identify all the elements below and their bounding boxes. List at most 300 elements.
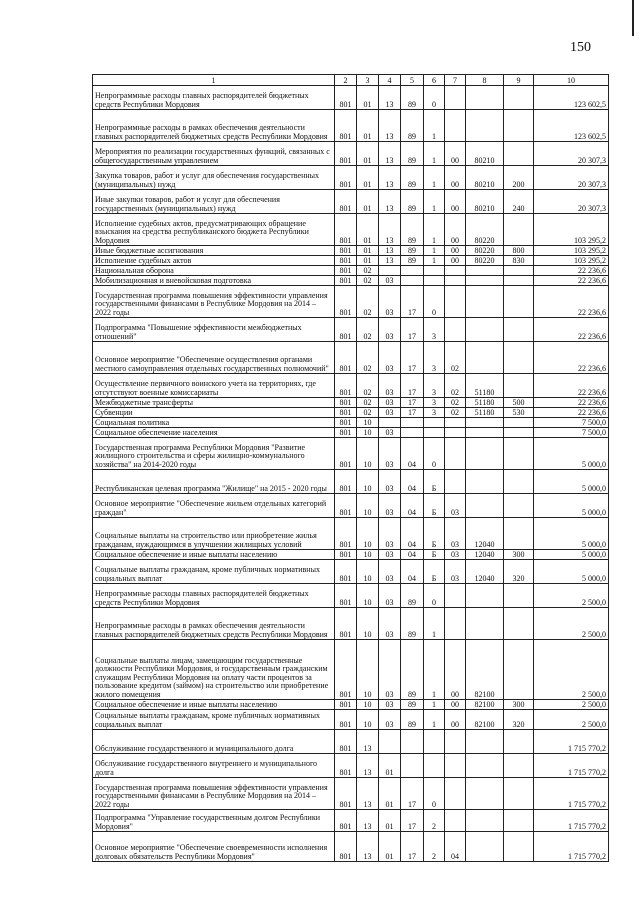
target-article-cell: 03 bbox=[445, 494, 466, 518]
amount-cell: 20 307,3 bbox=[534, 142, 609, 166]
amount-cell: 1 715 770,2 bbox=[534, 810, 609, 832]
target-article-cell bbox=[445, 730, 466, 754]
target-article-cell: 12040 bbox=[466, 560, 504, 584]
amount-cell: 2 500,0 bbox=[534, 640, 609, 700]
subsection-code-cell: 03 bbox=[379, 518, 401, 550]
target-article-cell: 0 bbox=[424, 286, 445, 318]
row-name-cell: Государственная программа повышения эффективности управления государственными финансами в Республике Мордовия на 2014 – 2022 годы bbox=[93, 778, 335, 810]
target-article-cell bbox=[466, 608, 504, 640]
row-name-cell: Национальная оборона bbox=[93, 266, 335, 276]
subsection-code-cell: 03 bbox=[379, 710, 401, 730]
target-article-cell bbox=[466, 832, 504, 862]
target-article-cell bbox=[466, 428, 504, 438]
subsection-code-cell: 10 bbox=[357, 700, 379, 710]
section-code-cell: 801 bbox=[335, 550, 357, 560]
table-row bbox=[93, 470, 609, 494]
expense-type-cell bbox=[504, 730, 534, 754]
header-cell: 4 bbox=[379, 75, 401, 86]
target-article-cell: 03 bbox=[445, 518, 466, 550]
expense-type-cell bbox=[504, 418, 534, 428]
target-article-cell: 0 bbox=[424, 438, 445, 470]
target-article-cell bbox=[401, 276, 424, 286]
target-article-cell: 04 bbox=[401, 560, 424, 584]
subsection-code-cell: 01 bbox=[357, 110, 379, 142]
subsection-code-cell: 13 bbox=[379, 110, 401, 142]
section-code-cell: 801 bbox=[335, 428, 357, 438]
section-code-cell: 801 bbox=[335, 276, 357, 286]
table-row bbox=[93, 494, 609, 518]
target-article-cell: 17 bbox=[401, 778, 424, 810]
target-article-cell bbox=[445, 286, 466, 318]
target-article-cell: 82100 bbox=[466, 640, 504, 700]
row-name-cell: Основное мероприятие "Обеспечение своевременности исполнения долговых обязательств Республики Мордовия" bbox=[93, 832, 335, 862]
subsection-code-cell: 10 bbox=[357, 560, 379, 584]
amount-cell: 22 236,6 bbox=[534, 266, 609, 276]
table-row bbox=[93, 832, 609, 862]
amount-cell: 22 236,6 bbox=[534, 318, 609, 342]
amount-cell: 5 000,0 bbox=[534, 518, 609, 550]
target-article-cell: Б bbox=[424, 494, 445, 518]
target-article-cell: 00 bbox=[445, 142, 466, 166]
section-code-cell: 801 bbox=[335, 256, 357, 266]
target-article-cell: 89 bbox=[401, 608, 424, 640]
header-cell: 1 bbox=[93, 75, 335, 86]
target-article-cell: 3 bbox=[424, 398, 445, 408]
table-row bbox=[93, 166, 609, 190]
subsection-code-cell: 10 bbox=[357, 550, 379, 560]
row-name-cell: Социальное обеспечение населения bbox=[93, 428, 335, 438]
header-cell: 9 bbox=[504, 75, 534, 86]
row-name-cell: Государственная программа повышения эффективности управления государственными финансами в Республике Мордовия на 2014 – 2022 годы bbox=[93, 286, 335, 318]
target-article-cell: 0 bbox=[424, 778, 445, 810]
target-article-cell bbox=[466, 810, 504, 832]
target-article-cell: 82100 bbox=[466, 710, 504, 730]
target-article-cell: Б bbox=[424, 470, 445, 494]
subsection-code-cell: 01 bbox=[357, 246, 379, 256]
expense-type-cell bbox=[504, 276, 534, 286]
target-article-cell bbox=[445, 608, 466, 640]
target-article-cell: 04 bbox=[401, 550, 424, 560]
expense-type-cell bbox=[504, 286, 534, 318]
table-row bbox=[93, 276, 609, 286]
target-article-cell: 17 bbox=[401, 342, 424, 374]
amount-cell: 2 500,0 bbox=[534, 700, 609, 710]
table-row bbox=[93, 408, 609, 418]
amount-cell: 5 000,0 bbox=[534, 438, 609, 470]
expense-type-cell bbox=[504, 266, 534, 276]
target-article-cell bbox=[445, 584, 466, 608]
target-article-cell: 89 bbox=[401, 86, 424, 110]
table-row bbox=[93, 438, 609, 470]
table-row bbox=[93, 730, 609, 754]
expense-type-cell bbox=[504, 86, 534, 110]
subsection-code-cell: 03 bbox=[379, 398, 401, 408]
amount-cell: 123 602,5 bbox=[534, 110, 609, 142]
subsection-code-cell: 10 bbox=[357, 608, 379, 640]
expense-type-cell bbox=[504, 754, 534, 778]
expense-type-cell: 830 bbox=[504, 256, 534, 266]
target-article-cell bbox=[466, 754, 504, 778]
amount-cell: 2 500,0 bbox=[534, 584, 609, 608]
row-name-cell: Обслуживание государственного и муниципального долга bbox=[93, 730, 335, 754]
target-article-cell: 00 bbox=[445, 640, 466, 700]
amount-cell: 7 500,0 bbox=[534, 418, 609, 428]
table-row bbox=[93, 342, 609, 374]
section-code-cell: 801 bbox=[335, 318, 357, 342]
section-code-cell: 801 bbox=[335, 86, 357, 110]
header-cell: 7 bbox=[445, 75, 466, 86]
target-article-cell bbox=[424, 276, 445, 286]
section-code-cell: 801 bbox=[335, 408, 357, 418]
section-code-cell: 801 bbox=[335, 142, 357, 166]
row-name-cell: Непрограммные расходы в рамках обеспечения деятельности главных распорядителей бюджетных средств Республики Мордовия bbox=[93, 608, 335, 640]
table-row bbox=[93, 256, 609, 266]
target-article-cell bbox=[445, 810, 466, 832]
table-row bbox=[93, 550, 609, 560]
target-article-cell bbox=[466, 86, 504, 110]
subsection-code-cell: 13 bbox=[379, 246, 401, 256]
target-article-cell: 03 bbox=[445, 560, 466, 584]
section-code-cell: 801 bbox=[335, 470, 357, 494]
target-article-cell: 89 bbox=[401, 256, 424, 266]
subsection-code-cell: 01 bbox=[357, 166, 379, 190]
section-code-cell: 801 bbox=[335, 640, 357, 700]
subsection-code-cell: 01 bbox=[379, 810, 401, 832]
target-article-cell bbox=[445, 266, 466, 276]
amount-cell: 103 295,2 bbox=[534, 256, 609, 266]
target-article-cell bbox=[424, 754, 445, 778]
subsection-code-cell: 03 bbox=[379, 438, 401, 470]
row-name-cell: Обслуживание государственного внутреннего и муниципального долга bbox=[93, 754, 335, 778]
row-name-cell: Социальные выплаты гражданам, кроме публичных нормативных социальных выплат bbox=[93, 710, 335, 730]
amount-cell: 1 715 770,2 bbox=[534, 832, 609, 862]
table-row bbox=[93, 190, 609, 214]
target-article-cell: 00 bbox=[445, 256, 466, 266]
target-article-cell: 89 bbox=[401, 166, 424, 190]
subsection-code-cell: 01 bbox=[379, 778, 401, 810]
target-article-cell: 04 bbox=[401, 438, 424, 470]
subsection-code-cell: 13 bbox=[357, 754, 379, 778]
header-cell: 5 bbox=[401, 75, 424, 86]
target-article-cell: Б bbox=[424, 550, 445, 560]
page-number: 150 bbox=[570, 40, 591, 55]
section-code-cell: 801 bbox=[335, 214, 357, 246]
subsection-code-cell: 03 bbox=[379, 494, 401, 518]
target-article-cell bbox=[445, 318, 466, 342]
expense-type-cell: 200 bbox=[504, 166, 534, 190]
subsection-code-cell: 13 bbox=[379, 256, 401, 266]
row-name-cell: Исполнение судебных актов bbox=[93, 256, 335, 266]
subsection-code-cell: 01 bbox=[357, 86, 379, 110]
expense-type-cell bbox=[504, 810, 534, 832]
row-name-cell: Субвенции bbox=[93, 408, 335, 418]
expense-type-cell: 800 bbox=[504, 246, 534, 256]
target-article-cell bbox=[401, 428, 424, 438]
subsection-code-cell: 13 bbox=[357, 832, 379, 862]
table-row bbox=[93, 608, 609, 640]
section-code-cell: 801 bbox=[335, 730, 357, 754]
target-article-cell bbox=[424, 730, 445, 754]
amount-cell: 103 295,2 bbox=[534, 246, 609, 256]
subsection-code-cell: 10 bbox=[357, 584, 379, 608]
section-code-cell: 801 bbox=[335, 832, 357, 862]
table-row bbox=[93, 640, 609, 700]
target-article-cell: 89 bbox=[401, 190, 424, 214]
subsection-code-cell: 10 bbox=[357, 438, 379, 470]
row-name-cell: Подпрограмма "Повышение эффективности межбюджетных отношений" bbox=[93, 318, 335, 342]
target-article-cell bbox=[466, 778, 504, 810]
row-name-cell: Социальные выплаты гражданам, кроме публичных нормативных социальных выплат bbox=[93, 560, 335, 584]
row-name-cell: Социальное обеспечение и иные выплаты населению bbox=[93, 550, 335, 560]
header-cell: 2 bbox=[335, 75, 357, 86]
section-code-cell: 801 bbox=[335, 754, 357, 778]
subsection-code-cell: 10 bbox=[357, 428, 379, 438]
target-article-cell bbox=[466, 110, 504, 142]
target-article-cell: 80210 bbox=[466, 142, 504, 166]
row-name-cell: Непрограммные расходы главных распорядителей бюджетных средств Республики Мордовия bbox=[93, 584, 335, 608]
expense-type-cell bbox=[504, 832, 534, 862]
amount-cell: 7 500,0 bbox=[534, 428, 609, 438]
subsection-code-cell: 01 bbox=[379, 754, 401, 778]
target-article-cell: 17 bbox=[401, 374, 424, 398]
expense-type-cell bbox=[504, 142, 534, 166]
target-article-cell bbox=[466, 494, 504, 518]
row-name-cell: Государственная программа Республики Мордовия "Развитие жилищного строительства и сферы жилищно-коммунального хозяйства" на 2014-2020 годы bbox=[93, 438, 335, 470]
subsection-code-cell: 02 bbox=[357, 286, 379, 318]
expense-type-cell bbox=[504, 608, 534, 640]
table-row bbox=[93, 246, 609, 256]
subsection-code-cell bbox=[379, 418, 401, 428]
row-name-cell: Мероприятия по реализации государственных функций, связанных с общегосударственным управлением bbox=[93, 142, 335, 166]
target-article-cell: 1 bbox=[424, 190, 445, 214]
table-row bbox=[93, 560, 609, 584]
subsection-code-cell: 03 bbox=[379, 374, 401, 398]
expense-type-cell bbox=[504, 640, 534, 700]
target-article-cell: 51180 bbox=[466, 398, 504, 408]
target-article-cell: 80210 bbox=[466, 190, 504, 214]
expense-type-cell: 530 bbox=[504, 408, 534, 418]
target-article-cell: 04 bbox=[401, 518, 424, 550]
header-cell: 3 bbox=[357, 75, 379, 86]
amount-cell: 5 000,0 bbox=[534, 560, 609, 584]
subsection-code-cell: 10 bbox=[357, 470, 379, 494]
subsection-code-cell: 01 bbox=[357, 190, 379, 214]
target-article-cell: 51180 bbox=[466, 408, 504, 418]
target-article-cell: 12040 bbox=[466, 518, 504, 550]
target-article-cell: 0 bbox=[424, 86, 445, 110]
target-article-cell: 1 bbox=[424, 246, 445, 256]
target-article-cell: 80220 bbox=[466, 246, 504, 256]
table-row bbox=[93, 418, 609, 428]
subsection-code-cell: 13 bbox=[357, 730, 379, 754]
target-article-cell: 1 bbox=[424, 700, 445, 710]
target-article-cell bbox=[445, 438, 466, 470]
target-article-cell: 17 bbox=[401, 810, 424, 832]
target-article-cell: 00 bbox=[445, 246, 466, 256]
target-article-cell: 51180 bbox=[466, 374, 504, 398]
target-article-cell bbox=[401, 418, 424, 428]
subsection-code-cell: 03 bbox=[379, 560, 401, 584]
row-name-cell: Иные бюджетные ассигнования bbox=[93, 246, 335, 256]
subsection-code-cell: 13 bbox=[379, 166, 401, 190]
subsection-code-cell: 02 bbox=[357, 342, 379, 374]
row-name-cell: Социальная политика bbox=[93, 418, 335, 428]
target-article-cell: 1 bbox=[424, 640, 445, 700]
section-code-cell: 801 bbox=[335, 418, 357, 428]
table-row bbox=[93, 428, 609, 438]
amount-cell: 5 000,0 bbox=[534, 494, 609, 518]
target-article-cell bbox=[424, 428, 445, 438]
subsection-code-cell: 03 bbox=[379, 640, 401, 700]
target-article-cell bbox=[445, 470, 466, 494]
subsection-code-cell: 02 bbox=[357, 374, 379, 398]
row-name-cell: Закупка товаров, работ и услуг для обеспечения государственных (муниципальных) нужд bbox=[93, 166, 335, 190]
target-article-cell bbox=[401, 754, 424, 778]
section-code-cell: 801 bbox=[335, 518, 357, 550]
amount-cell: 1 715 770,2 bbox=[534, 730, 609, 754]
target-article-cell: 2 bbox=[424, 810, 445, 832]
section-code-cell: 801 bbox=[335, 494, 357, 518]
header-cell: 6 bbox=[424, 75, 445, 86]
target-article-cell: 3 bbox=[424, 374, 445, 398]
table-row bbox=[93, 142, 609, 166]
target-article-cell: 1 bbox=[424, 608, 445, 640]
amount-cell: 20 307,3 bbox=[534, 166, 609, 190]
amount-cell: 123 602,5 bbox=[534, 86, 609, 110]
amount-cell: 22 236,6 bbox=[534, 398, 609, 408]
expense-type-cell bbox=[504, 438, 534, 470]
expense-type-cell bbox=[504, 374, 534, 398]
subsection-code-cell: 03 bbox=[379, 276, 401, 286]
target-article-cell: 02 bbox=[445, 374, 466, 398]
subsection-code-cell: 13 bbox=[379, 190, 401, 214]
row-name-cell: Основное мероприятие "Обеспечение осуществления органами местного самоуправления отдельных государственных полномочий" bbox=[93, 342, 335, 374]
table-row bbox=[93, 810, 609, 832]
target-article-cell: 89 bbox=[401, 584, 424, 608]
target-article-cell bbox=[445, 418, 466, 428]
expense-type-cell bbox=[504, 428, 534, 438]
table-row bbox=[93, 86, 609, 110]
expense-type-cell: 300 bbox=[504, 700, 534, 710]
subsection-code-cell: 02 bbox=[357, 318, 379, 342]
row-name-cell: Межбюджетные трансферты bbox=[93, 398, 335, 408]
target-article-cell: 89 bbox=[401, 214, 424, 246]
target-article-cell: 3 bbox=[424, 318, 445, 342]
table-row bbox=[93, 754, 609, 778]
expense-type-cell bbox=[504, 518, 534, 550]
target-article-cell: 00 bbox=[445, 166, 466, 190]
expense-type-cell bbox=[504, 342, 534, 374]
subsection-code-cell: 02 bbox=[357, 276, 379, 286]
expense-type-cell: 500 bbox=[504, 398, 534, 408]
row-name-cell: Социальное обеспечение и иные выплаты населению bbox=[93, 700, 335, 710]
subsection-code-cell: 02 bbox=[357, 398, 379, 408]
row-name-cell: Непрограммные расходы в рамках обеспечения деятельности главных распорядителей бюджетных средств Республики Мордовия bbox=[93, 110, 335, 142]
section-code-cell: 801 bbox=[335, 246, 357, 256]
expense-type-cell: 320 bbox=[504, 560, 534, 584]
subsection-code-cell: 02 bbox=[357, 266, 379, 276]
target-article-cell bbox=[445, 276, 466, 286]
amount-cell: 1 715 770,2 bbox=[534, 754, 609, 778]
header-row bbox=[93, 75, 609, 86]
row-name-cell: Осуществление первичного воинского учета на территориях, где отсутствуют военные комиссариаты bbox=[93, 374, 335, 398]
header-cell: 8 bbox=[466, 75, 504, 86]
section-code-cell: 801 bbox=[335, 700, 357, 710]
table-row bbox=[93, 518, 609, 550]
target-article-cell: 3 bbox=[424, 408, 445, 418]
target-article-cell bbox=[466, 266, 504, 276]
target-article-cell: 00 bbox=[445, 214, 466, 246]
amount-cell: 2 500,0 bbox=[534, 608, 609, 640]
section-code-cell: 801 bbox=[335, 374, 357, 398]
subsection-code-cell: 10 bbox=[357, 710, 379, 730]
target-article-cell: 89 bbox=[401, 142, 424, 166]
subsection-code-cell bbox=[379, 730, 401, 754]
target-article-cell bbox=[466, 342, 504, 374]
target-article-cell: 1 bbox=[424, 142, 445, 166]
target-article-cell: 89 bbox=[401, 246, 424, 256]
target-article-cell: 04 bbox=[445, 832, 466, 862]
row-name-cell: Основное мероприятие "Обеспечение жильем отдельных категорий граждан" bbox=[93, 494, 335, 518]
target-article-cell bbox=[445, 754, 466, 778]
subsection-code-cell: 01 bbox=[379, 832, 401, 862]
target-article-cell bbox=[401, 730, 424, 754]
target-article-cell: 17 bbox=[401, 398, 424, 408]
amount-cell: 22 236,6 bbox=[534, 342, 609, 374]
subsection-code-cell: 01 bbox=[357, 142, 379, 166]
subsection-code-cell: 13 bbox=[379, 214, 401, 246]
section-code-cell: 801 bbox=[335, 560, 357, 584]
subsection-code-cell: 13 bbox=[379, 86, 401, 110]
section-code-cell: 801 bbox=[335, 166, 357, 190]
target-article-cell: Б bbox=[424, 518, 445, 550]
section-code-cell: 801 bbox=[335, 190, 357, 214]
expense-type-cell bbox=[504, 110, 534, 142]
target-article-cell: Б bbox=[424, 560, 445, 584]
row-name-cell: Социальные выплаты на строительство или приобретение жилья гражданам, нуждающимся в улучшении жилищных условий bbox=[93, 518, 335, 550]
target-article-cell: 04 bbox=[401, 494, 424, 518]
expense-type-cell bbox=[504, 778, 534, 810]
target-article-cell bbox=[466, 730, 504, 754]
target-article-cell: 80220 bbox=[466, 214, 504, 246]
expense-type-cell bbox=[504, 214, 534, 246]
subsection-code-cell: 03 bbox=[379, 318, 401, 342]
table-row bbox=[93, 318, 609, 342]
subsection-code-cell: 03 bbox=[379, 470, 401, 494]
row-name-cell: Непрограммные расходы главных распорядителей бюджетных средств Республики Мордовия bbox=[93, 86, 335, 110]
table-row bbox=[93, 266, 609, 276]
amount-cell: 5 000,0 bbox=[534, 550, 609, 560]
subsection-code-cell: 03 bbox=[379, 286, 401, 318]
subsection-code-cell: 13 bbox=[357, 778, 379, 810]
target-article-cell: 02 bbox=[445, 342, 466, 374]
target-article-cell: 1 bbox=[424, 214, 445, 246]
page-edge-mark bbox=[632, 0, 634, 36]
target-article-cell: 17 bbox=[401, 832, 424, 862]
budget-table bbox=[92, 74, 609, 862]
table-row bbox=[93, 214, 609, 246]
target-article-cell: 17 bbox=[401, 286, 424, 318]
target-article-cell: 17 bbox=[401, 318, 424, 342]
section-code-cell: 801 bbox=[335, 438, 357, 470]
subsection-code-cell: 03 bbox=[379, 342, 401, 374]
target-article-cell bbox=[466, 276, 504, 286]
target-article-cell bbox=[466, 470, 504, 494]
row-name-cell: Иные закупки товаров, работ и услуг для обеспечения государственных (муниципальных) нужд bbox=[93, 190, 335, 214]
target-article-cell: 89 bbox=[401, 110, 424, 142]
subsection-code-cell: 03 bbox=[379, 408, 401, 418]
target-article-cell: 2 bbox=[424, 832, 445, 862]
